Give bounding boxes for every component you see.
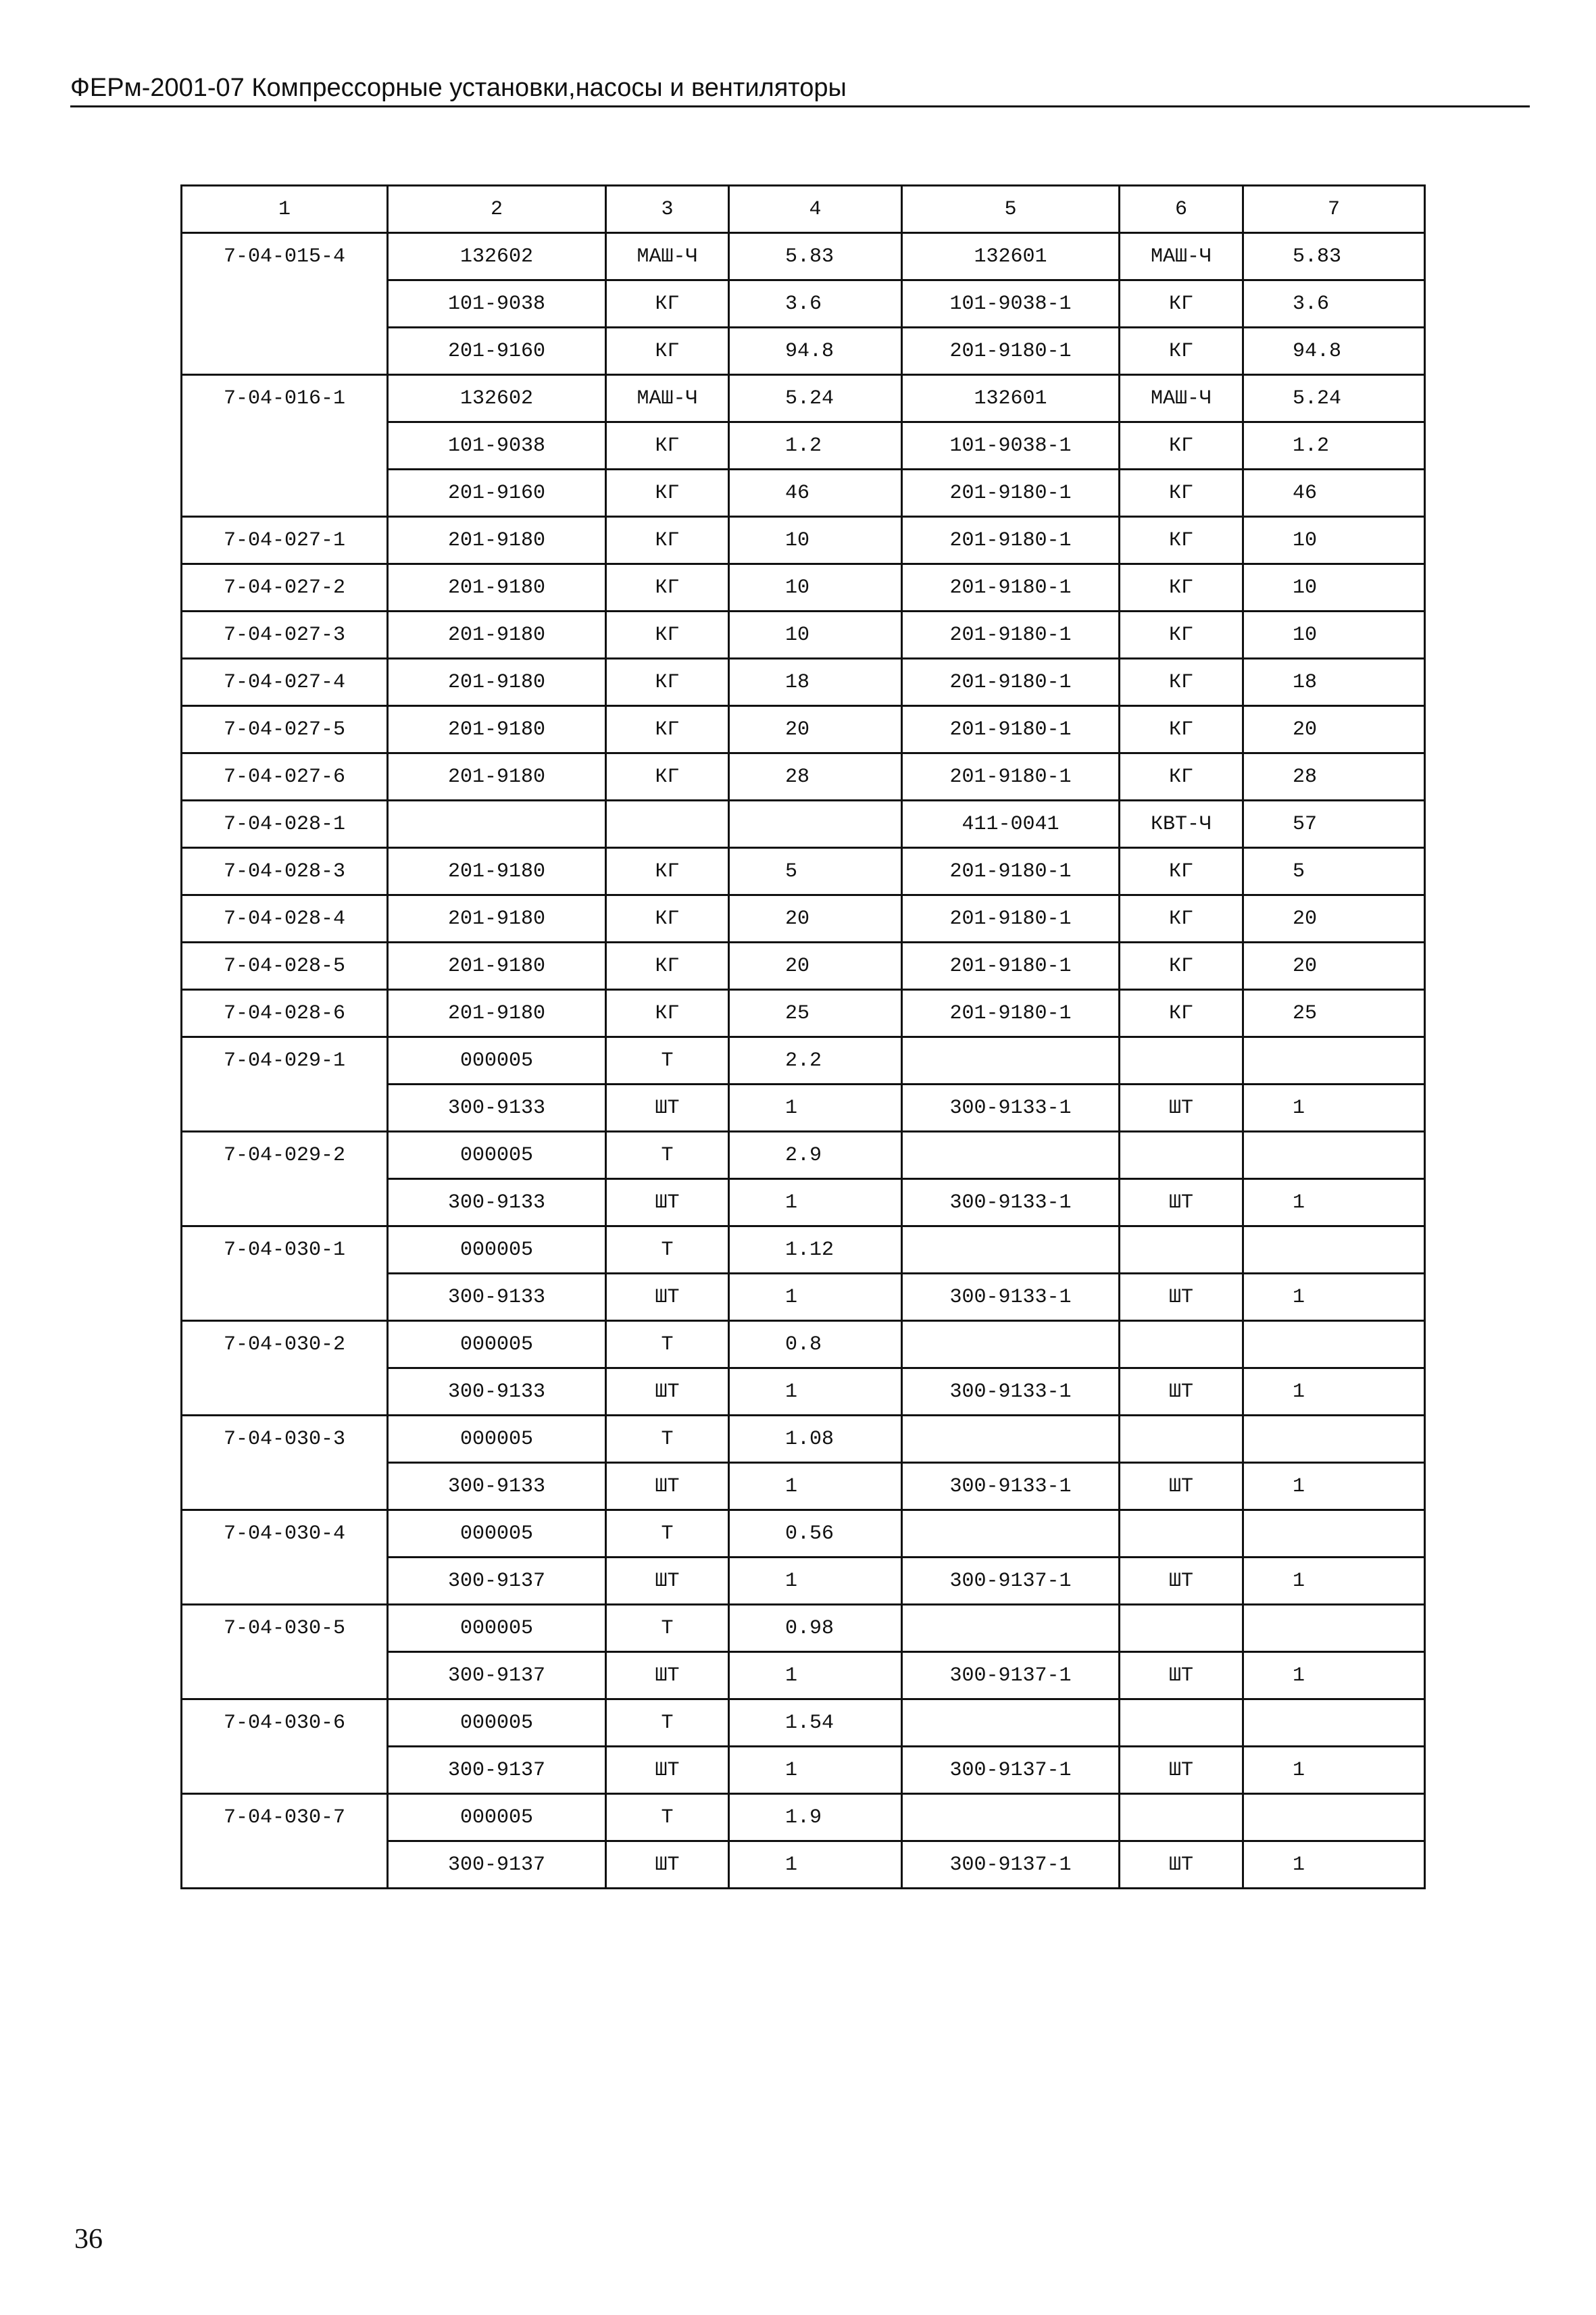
replacement-unit-cell: КГ	[1120, 943, 1243, 990]
item-code-cell	[182, 328, 388, 375]
column-header: 3	[606, 186, 729, 233]
unit-cell: Т	[606, 1226, 729, 1274]
item-code-cell	[182, 1747, 388, 1794]
unit-cell: ШТ	[606, 1368, 729, 1416]
resource-code-cell: 300-9137	[388, 1747, 606, 1794]
unit-cell: ШТ	[606, 1463, 729, 1510]
page-title: ФЕРм-2001-07 Компрессорные установки,насосы и вентиляторы	[70, 74, 847, 102]
table-row	[182, 1699, 1425, 1747]
item-code-cell: 7-04-030-5	[182, 1605, 388, 1652]
replacement-code-cell: 132601	[902, 233, 1120, 280]
table-row	[182, 1274, 1425, 1321]
resource-code-cell: 000005	[388, 1321, 606, 1368]
page-header	[70, 73, 1530, 107]
replacement-unit-cell: ШТ	[1120, 1274, 1243, 1321]
unit-cell: Т	[606, 1416, 729, 1463]
quantity-cell: 0.8	[729, 1321, 902, 1368]
quantity-cell: 1	[729, 1463, 902, 1510]
unit-cell: ШТ	[606, 1747, 729, 1794]
replacement-quantity-cell: 20	[1243, 706, 1425, 753]
replacement-unit-cell: КГ	[1120, 564, 1243, 612]
replacement-code-cell: 201-9180-1	[902, 612, 1120, 659]
quantity-cell: 5.83	[729, 233, 902, 280]
replacement-code-cell: 201-9180-1	[902, 895, 1120, 943]
item-code-cell: 7-04-029-2	[182, 1132, 388, 1179]
item-code-cell: 7-04-016-1	[182, 375, 388, 422]
unit-cell: ШТ	[606, 1841, 729, 1889]
replacement-code-cell: 201-9180-1	[902, 564, 1120, 612]
replacement-quantity-cell: 10	[1243, 564, 1425, 612]
replacement-code-cell: 201-9180-1	[902, 943, 1120, 990]
replacement-quantity-cell	[1243, 1794, 1425, 1841]
table-row	[182, 1085, 1425, 1132]
replacement-unit-cell	[1120, 1416, 1243, 1463]
replacement-quantity-cell: 1	[1243, 1179, 1425, 1226]
quantity-cell: 1.08	[729, 1416, 902, 1463]
unit-cell: Т	[606, 1699, 729, 1747]
replacement-code-cell: 201-9180-1	[902, 517, 1120, 564]
item-code-cell: 7-04-028-6	[182, 990, 388, 1037]
quantity-cell: 1.12	[729, 1226, 902, 1274]
item-code-cell: 7-04-030-4	[182, 1510, 388, 1558]
quantity-cell: 1.2	[729, 422, 902, 470]
table-row	[182, 422, 1425, 470]
item-code-cell: 7-04-030-6	[182, 1699, 388, 1747]
resource-code-cell: 132602	[388, 375, 606, 422]
table-row	[182, 328, 1425, 375]
item-code-cell: 7-04-030-7	[182, 1794, 388, 1841]
unit-cell: МАШ-Ч	[606, 375, 729, 422]
item-code-cell: 7-04-027-4	[182, 659, 388, 706]
item-code-cell: 7-04-027-1	[182, 517, 388, 564]
unit-cell: ШТ	[606, 1179, 729, 1226]
unit-cell: Т	[606, 1321, 729, 1368]
column-header: 1	[182, 186, 388, 233]
table-row	[182, 1132, 1425, 1179]
quantity-cell: 1	[729, 1274, 902, 1321]
resource-code-cell: 201-9180	[388, 753, 606, 801]
replacement-quantity-cell: 10	[1243, 517, 1425, 564]
replacement-code-cell	[902, 1605, 1120, 1652]
item-code-cell	[182, 422, 388, 470]
item-code-cell	[182, 1085, 388, 1132]
replacement-unit-cell: ШТ	[1120, 1179, 1243, 1226]
replacement-unit-cell: ШТ	[1120, 1747, 1243, 1794]
item-code-cell	[182, 1841, 388, 1889]
quantity-cell: 1	[729, 1085, 902, 1132]
replacement-code-cell: 201-9180-1	[902, 753, 1120, 801]
replacement-unit-cell: КВТ-Ч	[1120, 801, 1243, 848]
unit-cell: КГ	[606, 753, 729, 801]
table-row	[182, 1321, 1425, 1368]
table-row	[182, 801, 1425, 848]
table-row	[182, 1179, 1425, 1226]
resource-code-cell: 201-9180	[388, 612, 606, 659]
replacement-code-cell: 201-9180-1	[902, 328, 1120, 375]
replacement-code-cell: 132601	[902, 375, 1120, 422]
table-row	[182, 280, 1425, 328]
table-row	[182, 1841, 1425, 1889]
table-row	[182, 1652, 1425, 1699]
column-header: 5	[902, 186, 1120, 233]
unit-cell: КГ	[606, 280, 729, 328]
item-code-cell	[182, 1463, 388, 1510]
replacement-unit-cell: КГ	[1120, 659, 1243, 706]
replacement-unit-cell: ШТ	[1120, 1085, 1243, 1132]
quantity-cell: 25	[729, 990, 902, 1037]
replacement-code-cell	[902, 1510, 1120, 1558]
item-code-cell	[182, 1368, 388, 1416]
column-header: 4	[729, 186, 902, 233]
resource-code-cell: 000005	[388, 1416, 606, 1463]
resource-code-cell: 201-9180	[388, 564, 606, 612]
replacement-quantity-cell	[1243, 1132, 1425, 1179]
table-row	[182, 990, 1425, 1037]
quantity-cell: 1.9	[729, 1794, 902, 1841]
resource-code-cell: 300-9137	[388, 1558, 606, 1605]
resource-code-cell: 300-9133	[388, 1368, 606, 1416]
unit-cell: КГ	[606, 706, 729, 753]
item-code-cell: 7-04-027-6	[182, 753, 388, 801]
quantity-cell: 10	[729, 612, 902, 659]
resource-code-cell: 300-9133	[388, 1274, 606, 1321]
replacement-quantity-cell: 94.8	[1243, 328, 1425, 375]
quantity-cell	[729, 801, 902, 848]
replacement-code-cell	[902, 1132, 1120, 1179]
resource-code-cell: 300-9137	[388, 1652, 606, 1699]
item-code-cell: 7-04-027-2	[182, 564, 388, 612]
quantity-cell: 1	[729, 1179, 902, 1226]
unit-cell: ШТ	[606, 1274, 729, 1321]
item-code-cell	[182, 280, 388, 328]
replacement-quantity-cell: 57	[1243, 801, 1425, 848]
table-row	[182, 517, 1425, 564]
replacement-quantity-cell: 1	[1243, 1085, 1425, 1132]
quantity-cell: 20	[729, 943, 902, 990]
replacement-quantity-cell	[1243, 1699, 1425, 1747]
resource-code-cell: 300-9133	[388, 1085, 606, 1132]
replacement-unit-cell: КГ	[1120, 328, 1243, 375]
replacement-quantity-cell: 1	[1243, 1841, 1425, 1889]
unit-cell: КГ	[606, 328, 729, 375]
replacement-quantity-cell: 46	[1243, 470, 1425, 517]
resource-code-cell: 101-9038	[388, 280, 606, 328]
replacement-code-cell: 201-9180-1	[902, 470, 1120, 517]
unit-cell: Т	[606, 1037, 729, 1085]
resource-code-cell: 201-9180	[388, 706, 606, 753]
replacement-unit-cell: КГ	[1120, 422, 1243, 470]
quantity-cell: 2.9	[729, 1132, 902, 1179]
unit-cell: МАШ-Ч	[606, 233, 729, 280]
replacement-code-cell: 411-0041	[902, 801, 1120, 848]
resource-code-cell	[388, 801, 606, 848]
table-row	[182, 943, 1425, 990]
table-row	[182, 470, 1425, 517]
unit-cell: КГ	[606, 612, 729, 659]
quantity-cell: 2.2	[729, 1037, 902, 1085]
quantity-cell: 1.54	[729, 1699, 902, 1747]
replacement-unit-cell: КГ	[1120, 280, 1243, 328]
resource-code-cell: 201-9160	[388, 470, 606, 517]
replacement-quantity-cell	[1243, 1037, 1425, 1085]
unit-cell: ШТ	[606, 1558, 729, 1605]
item-code-cell	[182, 1179, 388, 1226]
replacement-quantity-cell	[1243, 1321, 1425, 1368]
replacement-unit-cell	[1120, 1605, 1243, 1652]
resource-code-cell: 300-9133	[388, 1463, 606, 1510]
replacement-quantity-cell: 10	[1243, 612, 1425, 659]
replacement-code-cell: 101-9038-1	[902, 280, 1120, 328]
replacement-unit-cell: КГ	[1120, 706, 1243, 753]
unit-cell: КГ	[606, 659, 729, 706]
item-code-cell: 7-04-027-3	[182, 612, 388, 659]
quantity-cell: 1	[729, 1652, 902, 1699]
resource-code-cell: 201-9180	[388, 848, 606, 895]
replacement-code-cell: 201-9180-1	[902, 848, 1120, 895]
replacement-code-cell: 300-9133-1	[902, 1463, 1120, 1510]
item-code-cell: 7-04-029-1	[182, 1037, 388, 1085]
table-row	[182, 233, 1425, 280]
table-row	[182, 1368, 1425, 1416]
replacement-unit-cell: ШТ	[1120, 1841, 1243, 1889]
item-code-cell: 7-04-015-4	[182, 233, 388, 280]
replacement-unit-cell: ШТ	[1120, 1652, 1243, 1699]
unit-cell: ШТ	[606, 1085, 729, 1132]
unit-cell: Т	[606, 1605, 729, 1652]
item-code-cell	[182, 1652, 388, 1699]
quantity-cell: 28	[729, 753, 902, 801]
replacement-unit-cell	[1120, 1794, 1243, 1841]
replacement-quantity-cell: 20	[1243, 895, 1425, 943]
table-row	[182, 1510, 1425, 1558]
unit-cell: КГ	[606, 895, 729, 943]
quantity-cell: 3.6	[729, 280, 902, 328]
table-row	[182, 1037, 1425, 1085]
quantity-cell: 20	[729, 706, 902, 753]
item-code-cell	[182, 1558, 388, 1605]
item-code-cell: 7-04-030-2	[182, 1321, 388, 1368]
replacement-code-cell: 201-9180-1	[902, 706, 1120, 753]
replacement-quantity-cell	[1243, 1416, 1425, 1463]
column-header: 2	[388, 186, 606, 233]
replacement-quantity-cell: 1	[1243, 1368, 1425, 1416]
resource-code-cell: 000005	[388, 1510, 606, 1558]
replacement-quantity-cell: 5.24	[1243, 375, 1425, 422]
replacement-quantity-cell: 1	[1243, 1274, 1425, 1321]
quantity-cell: 0.56	[729, 1510, 902, 1558]
unit-cell: КГ	[606, 943, 729, 990]
unit-cell: КГ	[606, 564, 729, 612]
replacement-unit-cell: КГ	[1120, 895, 1243, 943]
resource-code-cell: 000005	[388, 1699, 606, 1747]
page-number: 36	[74, 2224, 103, 2255]
resource-code-cell: 201-9160	[388, 328, 606, 375]
replacement-quantity-cell: 28	[1243, 753, 1425, 801]
resource-code-cell: 000005	[388, 1226, 606, 1274]
replacement-code-cell: 300-9137-1	[902, 1558, 1120, 1605]
quantity-cell: 1	[729, 1368, 902, 1416]
quantity-cell: 20	[729, 895, 902, 943]
replacement-unit-cell: ШТ	[1120, 1368, 1243, 1416]
replacement-quantity-cell: 5	[1243, 848, 1425, 895]
unit-cell: КГ	[606, 470, 729, 517]
resource-code-cell: 000005	[388, 1794, 606, 1841]
item-code-cell: 7-04-030-3	[182, 1416, 388, 1463]
replacement-code-cell: 101-9038-1	[902, 422, 1120, 470]
resource-code-cell: 101-9038	[388, 422, 606, 470]
replacement-code-cell: 300-9133-1	[902, 1085, 1120, 1132]
table-row	[182, 375, 1425, 422]
replacement-unit-cell: КГ	[1120, 990, 1243, 1037]
replacement-quantity-cell	[1243, 1605, 1425, 1652]
column-header: 7	[1243, 186, 1425, 233]
table-row	[182, 1463, 1425, 1510]
replacement-quantity-cell: 20	[1243, 943, 1425, 990]
quantity-cell: 10	[729, 517, 902, 564]
replacement-unit-cell	[1120, 1510, 1243, 1558]
quantity-cell: 1	[729, 1841, 902, 1889]
replacement-unit-cell	[1120, 1037, 1243, 1085]
replacement-unit-cell: КГ	[1120, 848, 1243, 895]
table-row	[182, 1794, 1425, 1841]
replacement-code-cell	[902, 1699, 1120, 1747]
resource-code-cell: 201-9180	[388, 659, 606, 706]
table-row	[182, 612, 1425, 659]
replacement-code-cell: 300-9137-1	[902, 1652, 1120, 1699]
unit-cell: КГ	[606, 517, 729, 564]
replacement-code-cell: 300-9137-1	[902, 1841, 1120, 1889]
rates-table	[180, 184, 1426, 1889]
table-row	[182, 1558, 1425, 1605]
replacement-unit-cell: КГ	[1120, 470, 1243, 517]
replacement-quantity-cell: 1	[1243, 1558, 1425, 1605]
replacement-quantity-cell: 18	[1243, 659, 1425, 706]
table-row	[182, 564, 1425, 612]
replacement-code-cell: 300-9133-1	[902, 1274, 1120, 1321]
unit-cell: КГ	[606, 422, 729, 470]
quantity-cell: 18	[729, 659, 902, 706]
replacement-code-cell: 201-9180-1	[902, 990, 1120, 1037]
resource-code-cell: 000005	[388, 1132, 606, 1179]
resource-code-cell: 000005	[388, 1037, 606, 1085]
replacement-unit-cell: КГ	[1120, 517, 1243, 564]
resource-code-cell: 201-9180	[388, 943, 606, 990]
quantity-cell: 5.24	[729, 375, 902, 422]
replacement-code-cell: 300-9133-1	[902, 1368, 1120, 1416]
replacement-quantity-cell	[1243, 1226, 1425, 1274]
quantity-cell: 94.8	[729, 328, 902, 375]
replacement-code-cell	[902, 1794, 1120, 1841]
item-code-cell: 7-04-028-1	[182, 801, 388, 848]
item-code-cell: 7-04-027-5	[182, 706, 388, 753]
replacement-quantity-cell: 25	[1243, 990, 1425, 1037]
replacement-code-cell: 300-9133-1	[902, 1179, 1120, 1226]
resource-code-cell: 201-9180	[388, 895, 606, 943]
replacement-unit-cell: МАШ-Ч	[1120, 233, 1243, 280]
item-code-cell: 7-04-028-4	[182, 895, 388, 943]
replacement-unit-cell: ШТ	[1120, 1558, 1243, 1605]
table-row	[182, 753, 1425, 801]
replacement-quantity-cell: 5.83	[1243, 233, 1425, 280]
table-row	[182, 1226, 1425, 1274]
resource-code-cell: 201-9180	[388, 517, 606, 564]
replacement-unit-cell	[1120, 1132, 1243, 1179]
table-row	[182, 659, 1425, 706]
replacement-unit-cell: ШТ	[1120, 1463, 1243, 1510]
resource-code-cell: 201-9180	[388, 990, 606, 1037]
quantity-cell: 1	[729, 1747, 902, 1794]
unit-cell	[606, 801, 729, 848]
unit-cell: Т	[606, 1510, 729, 1558]
replacement-unit-cell: КГ	[1120, 753, 1243, 801]
item-code-cell	[182, 1274, 388, 1321]
replacement-quantity-cell: 1	[1243, 1652, 1425, 1699]
replacement-code-cell	[902, 1416, 1120, 1463]
quantity-cell: 5	[729, 848, 902, 895]
replacement-unit-cell: КГ	[1120, 612, 1243, 659]
replacement-unit-cell	[1120, 1321, 1243, 1368]
quantity-cell: 46	[729, 470, 902, 517]
column-header: 6	[1120, 186, 1243, 233]
table-row	[182, 1747, 1425, 1794]
replacement-quantity-cell: 1	[1243, 1463, 1425, 1510]
unit-cell: ШТ	[606, 1652, 729, 1699]
resource-code-cell: 000005	[388, 1605, 606, 1652]
replacement-code-cell: 300-9137-1	[902, 1747, 1120, 1794]
table-row	[182, 1416, 1425, 1463]
replacement-code-cell	[902, 1321, 1120, 1368]
item-code-cell: 7-04-028-3	[182, 848, 388, 895]
quantity-cell: 0.98	[729, 1605, 902, 1652]
replacement-quantity-cell: 3.6	[1243, 280, 1425, 328]
item-code-cell: 7-04-030-1	[182, 1226, 388, 1274]
replacement-quantity-cell	[1243, 1510, 1425, 1558]
resource-code-cell: 300-9137	[388, 1841, 606, 1889]
quantity-cell: 10	[729, 564, 902, 612]
unit-cell: Т	[606, 1132, 729, 1179]
item-code-cell	[182, 470, 388, 517]
replacement-unit-cell: МАШ-Ч	[1120, 375, 1243, 422]
table-row	[182, 706, 1425, 753]
replacement-code-cell: 201-9180-1	[902, 659, 1120, 706]
replacement-quantity-cell: 1.2	[1243, 422, 1425, 470]
table-row	[182, 1605, 1425, 1652]
table-header-row	[182, 186, 1425, 233]
quantity-cell: 1	[729, 1558, 902, 1605]
replacement-code-cell	[902, 1037, 1120, 1085]
unit-cell: Т	[606, 1794, 729, 1841]
resource-code-cell: 300-9133	[388, 1179, 606, 1226]
item-code-cell: 7-04-028-5	[182, 943, 388, 990]
table-row	[182, 895, 1425, 943]
unit-cell: КГ	[606, 990, 729, 1037]
replacement-unit-cell	[1120, 1226, 1243, 1274]
resource-code-cell: 132602	[388, 233, 606, 280]
replacement-code-cell	[902, 1226, 1120, 1274]
unit-cell: КГ	[606, 848, 729, 895]
replacement-quantity-cell: 1	[1243, 1747, 1425, 1794]
replacement-unit-cell	[1120, 1699, 1243, 1747]
table-row	[182, 848, 1425, 895]
